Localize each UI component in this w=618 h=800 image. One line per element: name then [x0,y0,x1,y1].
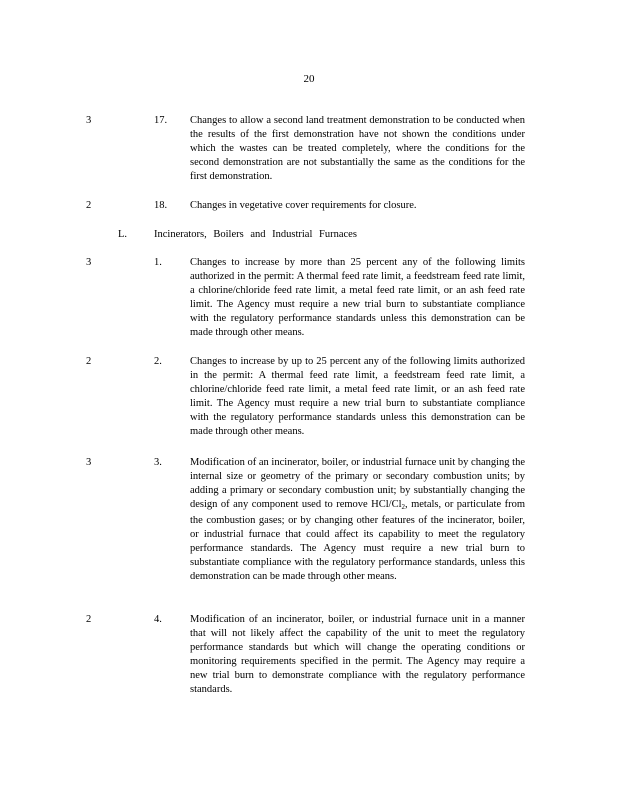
item-text: Modification of an incinerator, boiler, or industrial furnace unit in a manner that will not likely affect the capability of the unit to meet the regulatory performance standards but which will change the operating conditions or monitoring requirements specified in the permit. The Agency may require a new trial burn to demonstrate compliance with the regulatory performance standards. [190,614,525,695]
subscript: 2 [401,503,405,511]
item-number: 2. [154,356,162,367]
class-number: 3 [86,115,92,126]
item-text: Changes to increase by more than 25 percent any of the following limits authorized in the permit: A thermal feed rate limit, a feedstream feed rate limit, a chlorine/chloride feed rate limit, a metal feed rate limit, or an ash feed rate limit. The Agency must require a new trial burn to substantiate compliance with the regulatory performance standards unless this demonstration can be made through other means. [190,257,525,338]
item-text: Changes to increase by up to 25 percent any of the following limits authorized in the permit: A thermal feed rate limit, a feedstream feed rate limit, a chlorine/chloride feed rate limit, a metal feed rate limit, or an ash feed rate limit. The Agency must require a new trial burn to substantiate compliance with the regulatory performance standards unless this demonstration can be made through other means. [190,356,525,437]
page-number: 20 [303,73,315,85]
class-number: 2 [86,614,92,625]
class-number: 3 [86,257,92,268]
item-number: 17. [154,115,168,126]
item-text: Changes to allow a second land treatment demonstration to be conducted when the results of the first demonstration have not shown the conditions under which the wastes can be treated completely, where the conditions for the second demonstration are not substantially the same as the conditions for the first demonstration. [190,115,525,182]
item-number: 3. [154,457,162,468]
item-text [190,456,525,584]
item-number: 18. [154,200,168,211]
section-letter: L. [118,229,128,240]
item-text-part: Modification of an incinerator, boiler, or industrial furnace unit by changing the internal size or geometry of the primary or secondary combustion units; by adding a primary or secondary combustion unit; by substantially changing the design of any component used to remove HCl/Cl [190,457,525,510]
item-number: 4. [154,614,162,625]
class-number: 2 [86,200,92,211]
item-text-part: , metals, or particulate from the combustion gases; or by changing other features of the incinerator, boiler, or industrial furnace that could affect its capability to meet the regulatory performance standards. The Agency must require a new trial burn to substantiate compliance with the regulatory performance standards, unless this demonstration can be made through other means. [190,499,525,582]
item-text: Changes in vegetative cover requirements for closure. [190,200,417,211]
class-number: 3 [86,457,92,468]
section-title: Incinerators, Boilers and Industrial Furnaces [154,229,357,240]
item-number: 1. [154,257,162,268]
class-number: 2 [86,356,92,367]
